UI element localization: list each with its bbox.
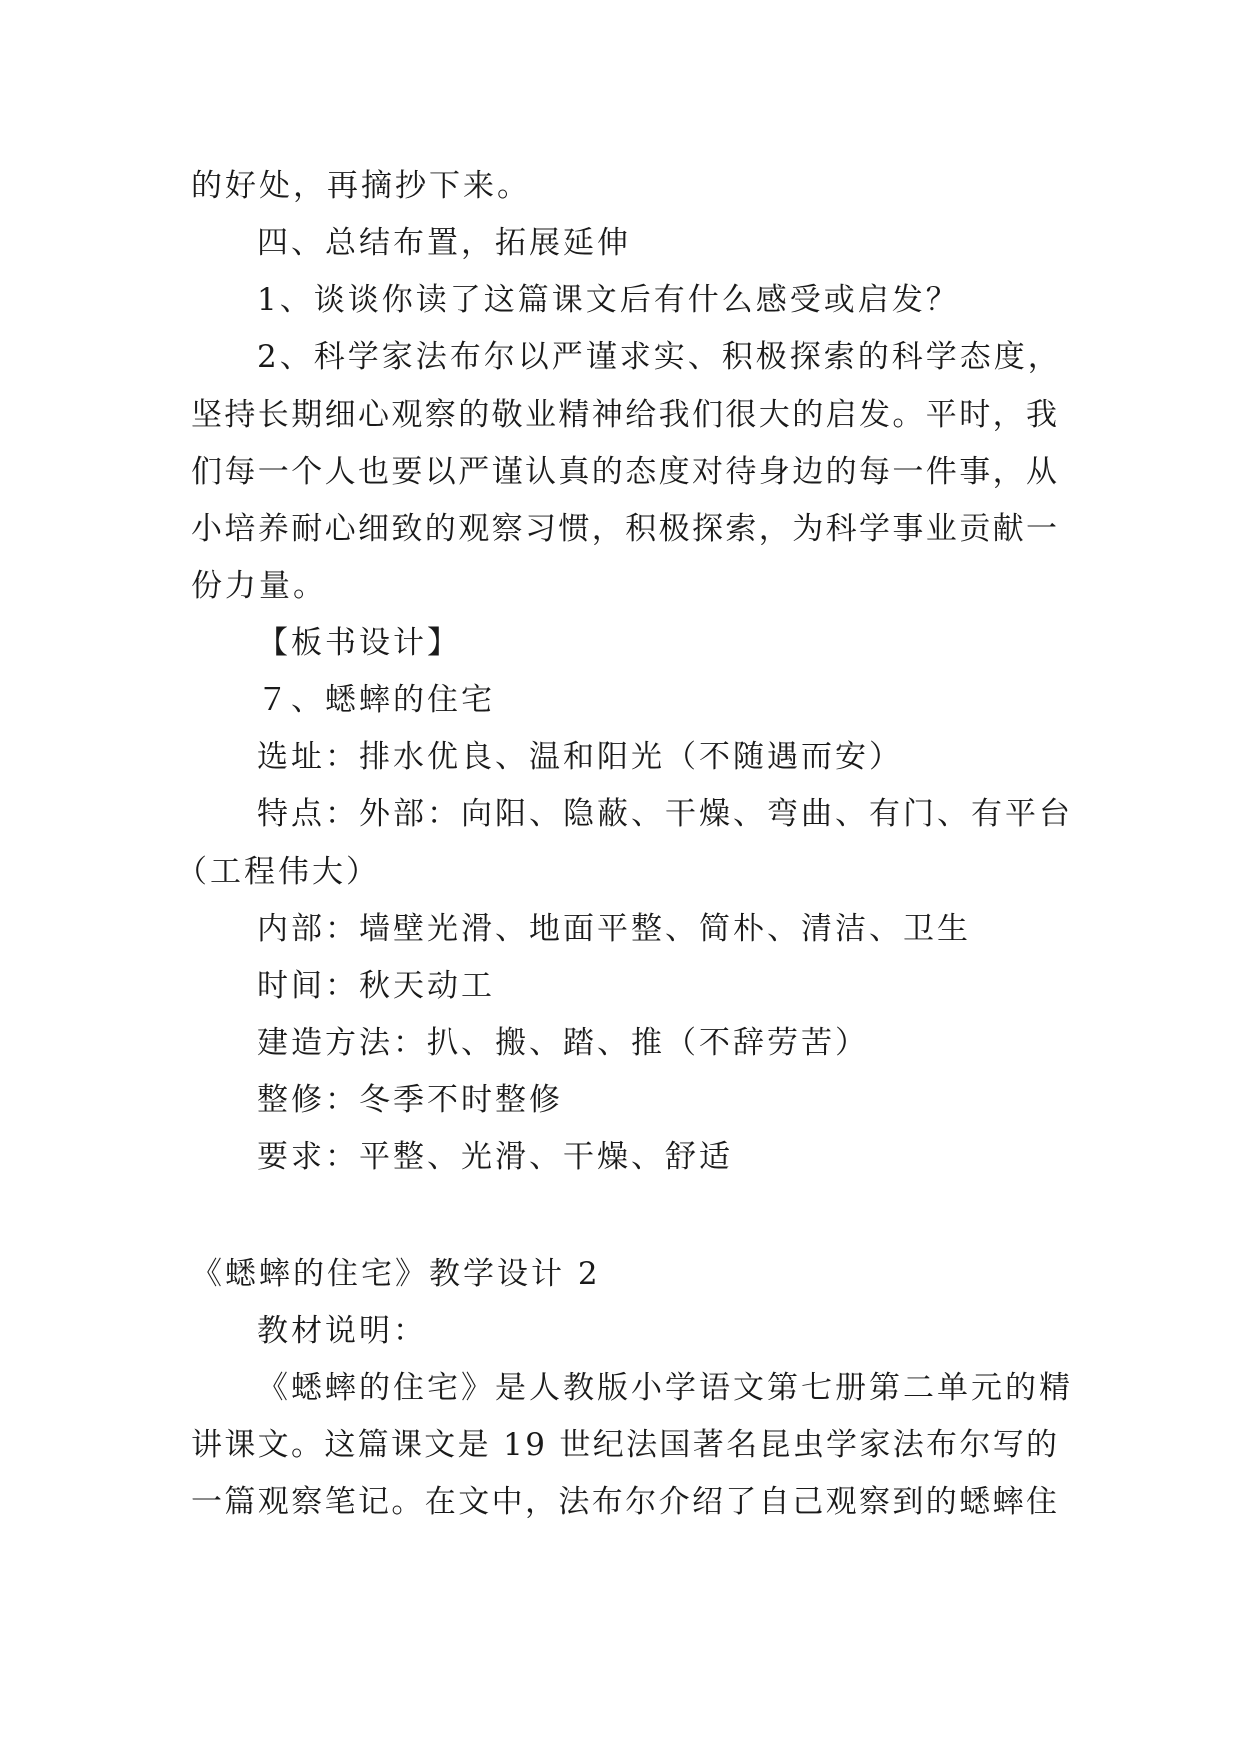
board-item: 整修：冬季不时整修 [257,1082,563,1118]
list-item: 1、谈谈你读了这篇课文后有什么感受或启发？ [257,282,960,318]
text-line: 《蟋蟀的住宅》是人教版小学语文第七册第二单元的精 [257,1370,1073,1406]
text-line: 一篇观察笔记。在文中，法布尔介绍了自己观察到的蟋蟀住 [191,1484,1060,1520]
board-item: 要求：平整、光滑、干燥、舒适 [257,1139,733,1175]
text-line: 份力量。 [191,568,327,604]
text-line: （工程伟大） [176,854,380,890]
list-item: 2、科学家法布尔以严谨求实、积极探索的科学态度， [257,339,1062,375]
section-title: 《蟋蟀的住宅》教学设计 2 [191,1256,601,1292]
board-item: 建造方法：扒、搬、踏、推（不辞劳苦） [257,1025,869,1061]
section-heading: 教材说明： [257,1313,427,1349]
text-line: 坚持长期细心观察的敬业精神给我们很大的启发。平时，我 [191,397,1060,433]
section-heading: 四、总结布置，拓展延伸 [257,225,631,261]
text-line: 小培养耐心细致的观察习惯，积极探索，为科学事业贡献一 [191,511,1060,547]
board-item: 选址：排水优良、温和阳光（不随遇而安） [257,739,903,775]
board-item: 特点：外部：向阳、隐蔽、干燥、弯曲、有门、有平台 [257,796,1073,832]
board-item: 内部：墙壁光滑、地面平整、简朴、清洁、卫生 [257,911,971,947]
section-heading: 【板书设计】 [257,625,461,661]
text-line: 们每一个人也要以严谨认真的态度对待身边的每一件事，从 [191,454,1060,490]
board-item: 时间：秋天动工 [257,968,495,1004]
text-line: 讲课文。这篇课文是 19 世纪法国著名昆虫学家法布尔写的 [191,1427,1060,1463]
board-title: ７、蟋蟀的住宅 [257,682,495,718]
text-line: 的好处，再摘抄下来。 [191,168,531,204]
